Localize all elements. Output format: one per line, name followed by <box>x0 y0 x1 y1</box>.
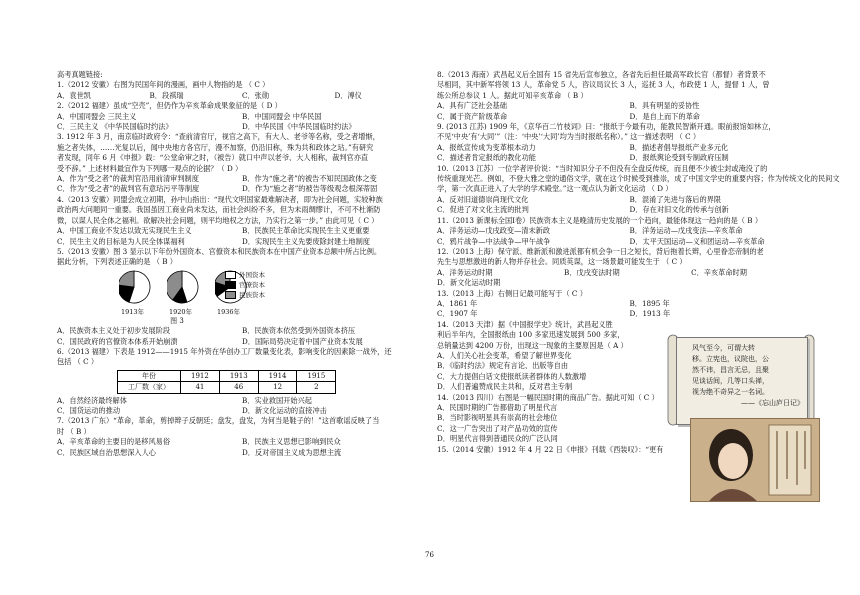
table-cell: 46 <box>219 382 258 393</box>
pie-chart-1 <box>167 270 199 304</box>
question-line: 尽相同，其中新军将领 13 人，革命党 5 人，咨议局议长 3 人，巡抚 3 人，布政使 1 人，提督 1 人，曾 <box>437 80 770 90</box>
option-text: A．民族资本主义处于初步发展阶段 <box>57 326 171 336</box>
option-text: D．人们普遍赞成民主共和，反对君主专制 <box>437 382 573 392</box>
option-row <box>57 448 427 458</box>
question-line: 11.（2013 新课标全国Ⅰ卷）民族资本主义是晚清历史发展的一个趋向，最能体现这一趋向的是（ B ） <box>437 215 763 225</box>
option-row <box>437 278 822 288</box>
question-line: 者发现，同年 6 月《申报》载：“公堂命审之时，（被告）就口中声以老爷、大人相称，裁判官亦直 <box>57 153 369 163</box>
legend-label: 外国资本 <box>239 270 265 279</box>
table-header-cell: 1914 <box>258 370 297 381</box>
question-line: 14.（2013 四川）右图是一幅民国时期的商品广告。据此可知（ C ） <box>437 392 659 402</box>
option-text: C．张勋 <box>242 90 270 100</box>
table-header-cell: 年份 <box>118 370 181 381</box>
option-text: A．中国工商业不发达以致无实现民生主义 <box>57 226 192 236</box>
question-line: 2.（2012 福建）虽成“空壳”，但仍作为辛亥革命成果象征的是（ D ） <box>57 101 282 111</box>
option-text: C．辛亥革命时期 <box>691 267 747 277</box>
option-text: B．民族主义思想已影响到民众 <box>242 437 341 447</box>
legend-entry <box>225 280 265 290</box>
pie-year-label: 1936年 <box>217 307 241 316</box>
question-line: 15.（2014 安徽）1912 年 4 月 22 日《申报》刊载《西装叹》：“更有 <box>437 444 664 454</box>
option-text: D．溥仪 <box>334 90 362 100</box>
option-text: A．民国时期的广告都借助了明星代言 <box>437 403 558 412</box>
legend-swatch <box>225 271 236 279</box>
legend-entry <box>225 290 265 300</box>
option-row <box>437 112 822 122</box>
diary-line: 移。立宪也，议院也，公 <box>692 355 769 363</box>
question-line: 政治两大问题同一重要。我国虽因工商业尚未发达，而社会纠纷不多，但为未雨绸缪计，不可不杜渐防 <box>57 205 381 215</box>
option-text: D．是自上而下的革命 <box>629 111 700 121</box>
legend-label: 官僚资本 <box>239 280 265 289</box>
question-line: 8.（2013 海南）武昌起义后全国有 15 省先后宣布独立，各省先后担任最高军政长官（都督）者背景不 <box>437 70 766 79</box>
option-text: C．这一广告突出了对产品功效的宣传 <box>437 423 558 433</box>
diary-scroll-image <box>666 333 816 428</box>
option-text: C．属于资产阶级革命 <box>437 111 508 121</box>
option-row <box>57 184 427 194</box>
option-text: C．三民主义 《中华民国临时约法》 <box>57 122 173 132</box>
option-text: A．辛亥革命的主要目的是移风易俗 <box>57 437 171 447</box>
diary-line: 然不讳，昌言无忌，且聚 <box>692 366 769 374</box>
question-line: 12.（2013 上海）保守派、维新派和激进派都有机会争一日之短长，背后拖着长辫，心里眷恋帝制的老 <box>437 246 764 256</box>
option-text: D．明星代言得到普通民众的广泛认同 <box>437 434 558 444</box>
factory-count-table <box>117 370 336 394</box>
diary-line: 见谈话间，几等口头禅， <box>692 377 769 385</box>
option-text: B．民族资本依然受到外国资本挤压 <box>242 326 356 336</box>
option-row <box>57 91 427 101</box>
table-row-label: 工厂数（家） <box>118 382 181 393</box>
diary-text <box>692 343 804 409</box>
pie-legend <box>225 270 265 300</box>
section-heading: 高考真题链接: <box>57 70 103 79</box>
option-text: B．1895 年 <box>629 298 670 308</box>
option-text: B．当时影视明星具有崇高的社会地位 <box>437 413 558 423</box>
question-line: 7.（2013 广东）“革命，革命，剪掉辫子反朝廷；盘发，盘发，为何当是鞋子的！”这首歌谣反映了当 <box>57 416 380 426</box>
option-text: A．作为“受之者”的裁判官沿用前清审判制度 <box>57 174 199 184</box>
question-line: 微，以谋人民全体之福利。欲解决社会问题，则平均地权之方法，乃实行之第一步。” 由此可见（ C ） <box>57 215 379 225</box>
question-line: 时 （ B ） <box>57 426 91 436</box>
option-text: B．民族民主革命比实现民生主义更重要 <box>242 226 370 236</box>
option-text: C．民族区域自治思想深入人心 <box>57 447 156 457</box>
option-row <box>437 153 822 163</box>
option-row <box>57 437 427 447</box>
option-text: A．报纸宣传成为变革根本动力 <box>437 142 536 152</box>
option-row <box>57 174 427 184</box>
option-text: D．反对帝国主义成为思想主流 <box>242 447 342 457</box>
diary-source: ——《忘山庐日记》 <box>741 399 804 407</box>
option-row <box>57 112 427 122</box>
option-text: A．洋务运动—戊戌政变—清末新政 <box>437 226 551 236</box>
advertisement-poster-image <box>690 418 820 502</box>
option-text: C．鸦片战争—中法战争—甲午战争 <box>437 236 551 246</box>
option-text: D．中华民国《中华民国临时约法》 <box>242 122 356 132</box>
option-text: D．1913 年 <box>629 309 671 319</box>
page-number: 76 <box>425 551 434 559</box>
question-line: 学，第一次真正进入了大学的学术殿堂。”这一观点认为新文化运动 （ D ） <box>437 184 673 194</box>
legend-swatch <box>225 291 236 299</box>
option-text: D．太平天国运动—义和团运动—辛亥革命 <box>629 236 765 246</box>
option-text: C．促进了对文化主流的批判 <box>437 205 529 215</box>
option-text: B．戊戌变法时期 <box>564 267 620 277</box>
option-row <box>57 122 427 132</box>
question-line: 施之者失体，……光复以后，闻中央地方各官厅，漫不加察，仍沿旧称，殊为共和政体之玷。”有研究 <box>57 142 374 152</box>
option-text: C．大力提倡白话文使报纸读者群体的人数激增 <box>437 371 587 381</box>
option-text: D．新文化运动的直接冲击 <box>242 405 327 415</box>
option-text: D．报纸舆论受到专制政府压制 <box>629 153 729 163</box>
option-row <box>437 101 822 111</box>
question-line: 14.（2013 天津）据《中国报学史》统计，武昌起义胜 <box>437 319 613 329</box>
legend-entry <box>225 270 265 280</box>
question-line: 先生与思想激进的新人物并存社会。同质英谋，这一场景最可能发生于 （ C ） <box>437 257 687 267</box>
question-line: 练公所总参议 1 人。据此可知辛亥革命 （ B ） <box>437 90 588 100</box>
pie-chart-0 <box>119 270 151 304</box>
question-line: 传统重现光芒。例如，不登大雅之堂的通俗文学，就在这个时候受到推崇，成了中国文学史的重要内容；作为传统文化的民间文 <box>437 174 840 184</box>
option-row <box>57 337 427 347</box>
option-row <box>57 326 427 336</box>
option-text: B．中国同盟会 中华民国 <box>242 111 322 121</box>
option-text: B．实业救国开始兴起 <box>242 395 312 405</box>
question-line: 包括 （ C ） <box>57 357 99 367</box>
option-text: B．混淆了先进与落后的界限 <box>629 194 722 204</box>
option-text: B．《临时约法》规定有言论、出版等自由 <box>437 361 569 371</box>
option-row <box>57 396 427 406</box>
diary-line: 风气至今，可谓大转 <box>692 344 755 352</box>
option-text: C．国民政府的官僚资本体系开始崩溃 <box>57 336 178 346</box>
option-text: A．中国同盟会 三民主义 <box>57 111 137 121</box>
legend-swatch <box>225 281 236 289</box>
question-line: 1.（2012 安徽）右图为民国年间的漫画，画中人物指的是 （ C ） <box>57 80 270 90</box>
option-text: A．人们关心社会变革，希望了解世界变化 <box>437 350 572 360</box>
question-line: 13.（2013 上海）右侧日记最可能写于（ C ） <box>437 288 587 298</box>
table-header-cell: 1915 <box>297 370 336 381</box>
legend-label: 民族资本 <box>239 290 265 299</box>
question-line: 总销量达到 4200 万份，出现这一现象的主要原因是（ A ） <box>437 340 628 350</box>
question-line: 利后半年内，全国报纸由 100 多家迅速发展到 500 多家， <box>437 330 625 340</box>
option-text: A．具有广泛社会基础 <box>437 101 507 111</box>
option-text: B．段祺瑞 <box>149 90 184 100</box>
option-text: B．洋务运动—戊戌变法—辛亥革命 <box>629 226 743 236</box>
option-row <box>437 195 822 205</box>
option-text: A．洋务运动时期 <box>437 267 493 277</box>
option-text: C．国货运动的推动 <box>57 405 121 415</box>
option-row <box>57 226 427 236</box>
option-text: D．新文化运动时期 <box>437 278 501 288</box>
option-text: C．描述者肯定报纸的教化功能 <box>437 153 536 163</box>
option-row <box>57 237 427 247</box>
option-text: D．作为“施之者”的被告等级观念根深蒂固 <box>242 184 378 194</box>
pie-year-label: 1913年 <box>121 307 145 316</box>
option-row <box>437 309 822 319</box>
option-row <box>437 143 822 153</box>
question-line: 4.（2013 安徽）同盟会成立初期，孙中山指出：“现代文明国家最难解决者，即为社会问题，实较种族 <box>57 194 383 204</box>
option-row <box>437 237 822 247</box>
actress-portrait-icon <box>691 419 819 501</box>
question-line: 据此分析，下列表述正确的是 （ B ） <box>57 257 177 267</box>
question-line: 3. 1912 年 3 月，南京临时政府令：“查前清官厅，视官之高下，有大人、老爷等名称，受之者增惭， <box>57 132 380 142</box>
question-line: 受不辞。” 上述材料最宜作为下列哪一观点的论据？（ D ） <box>57 163 243 173</box>
option-text: A．袁世凯 <box>57 90 91 100</box>
option-text: A．1861 年 <box>437 298 478 308</box>
option-text: B．具有明显的妥协性 <box>629 101 700 111</box>
option-text: D．国际局势决定着中国产业资本发展 <box>242 336 363 346</box>
question-line: 5.（2013 安徽）图 3 显示以下年份外国资本、官僚资本和民族资本在中国产业资本总额中所占比例。 <box>57 246 382 256</box>
option-row <box>437 226 822 236</box>
option-text: A．自然经济最终解体 <box>57 395 127 405</box>
pie-chart-group <box>57 270 427 316</box>
option-row <box>437 205 822 215</box>
option-row <box>437 268 822 278</box>
figure-caption: 图 3 <box>170 316 184 325</box>
table-header-cell: 1912 <box>181 370 220 381</box>
table-cell: 12 <box>258 382 297 393</box>
option-row <box>437 299 822 309</box>
pie-year-label: 1920年 <box>169 307 193 316</box>
question-line: 9. (2013 江苏) 1909 年，《京华百二竹枝词》曰：“报纸于今最有功，能教民智渐开通。眼前报馆如林立， <box>437 122 776 132</box>
question-line: 10.（2013 江苏）一位学者评价说：“当时知识分子不但没有全盘反传统，而且便不少被尘封或淹没了的 <box>437 163 768 173</box>
option-text: C．1907 年 <box>437 309 478 319</box>
option-text: B．作为“施之者”的被告不知民国政体之变 <box>242 174 377 184</box>
option-text: D．实现民生主义先要废除封建土地制度 <box>242 236 370 246</box>
option-text: B．描述者倡导报纸产业多元化 <box>629 142 729 152</box>
option-row <box>57 406 427 416</box>
question-line: 6.（2013 福建）下表是 1912——1915 年外资在华创办工厂数量变化表，影响变化的因素除一战外，还 <box>57 346 392 356</box>
question-line: 不见‘中央’有‘大同’”（注：‘中央’‘大同’均为当时报纸名称）。” 这一描述表明 （ C ） <box>437 132 701 142</box>
option-text: A．反对旧道德崇尚现代文化 <box>437 194 529 204</box>
table-header-cell: 1913 <box>219 370 258 381</box>
diary-line: 视为绝不奇异之一名词。 <box>692 388 769 396</box>
option-text: D．存在对旧文化的传承与创新 <box>629 205 729 215</box>
option-text: C．作为“受之者”的裁判官有意玷污平等制度 <box>57 184 200 194</box>
table-cell: 2 <box>297 382 336 393</box>
option-text: C．民生主义的目标是为人民全体谋福利 <box>57 236 185 246</box>
table-cell: 41 <box>181 382 220 393</box>
pie-slice-2 <box>119 271 134 287</box>
left-column <box>57 70 427 458</box>
